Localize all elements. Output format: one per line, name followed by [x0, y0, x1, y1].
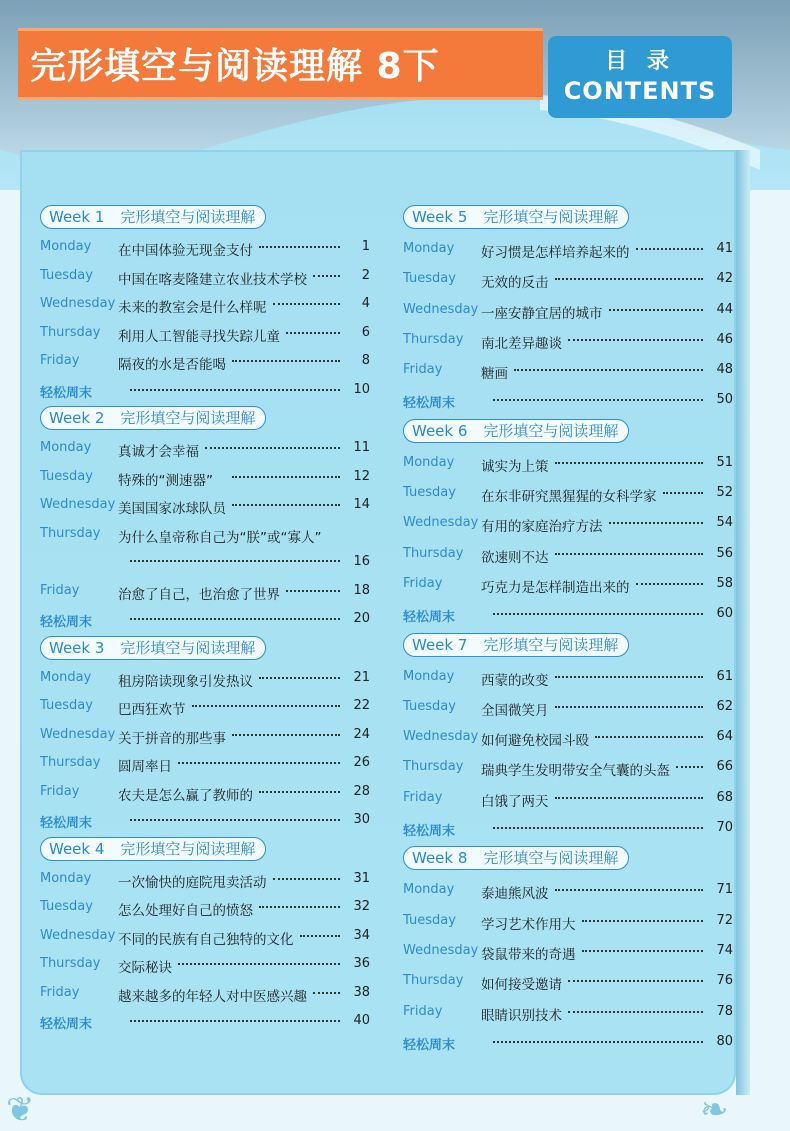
entry-day: Monday [403, 454, 455, 470]
entry-page-number: 1 [361, 239, 370, 254]
dotted-leader [555, 706, 704, 708]
toc-entry[interactable] [403, 784, 733, 814]
toc-entry[interactable] [403, 600, 733, 630]
dotted-leader [286, 590, 340, 592]
dotted-leader [232, 360, 340, 362]
entry-page-number: 21 [353, 669, 370, 685]
entry-page-number: 14 [353, 497, 370, 512]
entry-topic: 学习艺术作用大 [481, 916, 576, 933]
entry-day: Thursday [40, 324, 101, 340]
swirl-left-icon: ❦ [6, 1090, 35, 1130]
entry-day: Wednesday [403, 515, 479, 531]
entry-day: Friday [403, 1003, 443, 1019]
entry-page-number: 60 [716, 606, 733, 622]
toc-entry[interactable] [40, 233, 370, 262]
toc-entry[interactable] [403, 876, 733, 906]
week-number: Week 6 [412, 421, 468, 440]
week-header[interactable] [403, 846, 629, 870]
entry-topic: 全国微笑月 [481, 702, 549, 719]
toc-entry[interactable] [403, 753, 733, 783]
entry-page-number: 31 [353, 870, 370, 886]
toc-entry[interactable] [403, 907, 733, 937]
week-theme: 完形填空与阅读理解 [483, 635, 619, 654]
entry-topic: 不同的民族有自己独特的文化 [118, 931, 294, 948]
entry-page-number: 76 [716, 973, 733, 989]
toc-entry[interactable] [403, 663, 733, 693]
toc-entry[interactable] [403, 356, 733, 386]
week-theme: 完形填空与阅读理解 [120, 409, 256, 427]
week-header-row [403, 633, 733, 663]
entry-topic: 如何避免校园斗殴 [481, 733, 589, 750]
week-number: Week 2 [49, 409, 105, 427]
entry-page-number: 32 [353, 899, 370, 914]
entry-topic: 特殊的“测速器” [118, 472, 213, 489]
entry-day: Wednesday [40, 726, 116, 742]
week-number: Week 8 [412, 849, 468, 868]
week-header-row [40, 636, 370, 664]
entry-page-number: 44 [716, 301, 733, 317]
dotted-leader [130, 1020, 340, 1022]
week-block [403, 205, 733, 417]
dotted-leader [514, 369, 703, 371]
entry-day: 轻松周末 [40, 1017, 93, 1032]
toc-entry[interactable] [403, 723, 733, 753]
week-header[interactable] [403, 633, 629, 657]
toc-entry[interactable] [403, 235, 733, 265]
week-block [40, 636, 370, 835]
dotted-leader [178, 762, 340, 764]
entry-day: Wednesday [403, 729, 479, 745]
toc-entry[interactable] [40, 721, 370, 750]
entry-day: Wednesday [40, 296, 116, 311]
toc-entry[interactable] [403, 479, 733, 509]
toc-entry[interactable] [40, 1007, 370, 1036]
week-header-row [40, 406, 370, 434]
toc-entry[interactable] [403, 967, 733, 997]
toc-entry[interactable] [403, 386, 733, 416]
contents-en-label: CONTENTS [563, 77, 717, 105]
dotted-leader [493, 613, 703, 615]
week-block [40, 406, 370, 634]
toc-entry[interactable] [40, 605, 370, 634]
dotted-leader [232, 476, 340, 478]
entry-day: Friday [403, 362, 443, 378]
toc-entry[interactable] [40, 520, 370, 577]
entry-day: Tuesday [403, 698, 456, 714]
entry-day: Wednesday [40, 927, 116, 943]
entry-topic: 袋鼠带来的奇遇 [481, 946, 576, 963]
entry-page-number: 62 [716, 698, 733, 714]
toc-entry[interactable] [40, 979, 370, 1008]
entry-page-number: 46 [716, 331, 733, 347]
dotted-leader [636, 248, 704, 250]
toc-entry[interactable] [40, 922, 370, 951]
week-block [403, 419, 733, 631]
entry-topic: 南北差异趣谈 [481, 335, 562, 352]
entry-topic: 中国在喀麦隆建立农业技术学校 [118, 271, 307, 288]
entry-day: Monday [403, 668, 455, 684]
entry-topic: 利用人工智能寻找失踪儿童 [118, 328, 280, 345]
dotted-leader [130, 819, 340, 821]
entry-topic: 瑞典学生发明带安全气囊的头盔 [481, 763, 670, 780]
week-block [40, 837, 370, 1036]
entry-page-number: 61 [716, 668, 733, 684]
entry-page-number: 11 [353, 440, 370, 455]
contents-cn-label: 目 录 [605, 49, 675, 74]
entry-page-number: 66 [716, 759, 733, 775]
dotted-leader [493, 1041, 703, 1043]
entry-page-number: 28 [353, 783, 370, 799]
book-title-banner [18, 28, 543, 100]
panel-edge-shadow [736, 150, 750, 1095]
dotted-leader [582, 920, 704, 922]
entry-day: Wednesday [403, 942, 479, 958]
contents-column-left [40, 205, 370, 1038]
week-number: Week 3 [49, 638, 105, 657]
week-block [40, 205, 370, 404]
entry-page-number: 58 [716, 575, 733, 591]
toc-entry[interactable] [40, 778, 370, 807]
toc-entry[interactable] [40, 290, 370, 319]
dotted-leader [493, 399, 703, 401]
entry-page-number: 70 [716, 820, 733, 836]
dotted-leader [313, 275, 340, 277]
entry-topic: 欲速则不达 [481, 549, 549, 566]
dotted-leader [259, 677, 340, 679]
dotted-leader [568, 339, 703, 341]
entry-topic: 关于拼音的那些事 [118, 730, 226, 747]
dotted-leader [130, 389, 340, 391]
entry-topic: 好习惯是怎样培养起来的 [481, 245, 630, 261]
entry-topic: 无效的反击 [481, 275, 549, 292]
dotted-leader [568, 1011, 703, 1013]
entry-topic: 巴西狂欢节 [118, 702, 186, 718]
entry-topic: 眼睛识别技术 [481, 1007, 562, 1024]
entry-day: Monday [403, 882, 455, 898]
toc-entry[interactable] [40, 491, 370, 520]
entry-topic: 为什么皇帝称自己为“朕”或“寡人” [118, 529, 322, 546]
entry-day: Tuesday [40, 698, 93, 713]
toc-entry[interactable] [40, 262, 370, 291]
entry-page-number: 24 [353, 726, 370, 742]
dotted-leader [609, 522, 704, 524]
week-header-row [40, 837, 370, 865]
dotted-leader [582, 950, 704, 952]
week-number: Week 5 [412, 208, 468, 226]
entry-page-number: 48 [716, 362, 733, 378]
entry-page-number: 2 [361, 267, 370, 283]
week-theme: 完形填空与阅读理解 [120, 839, 256, 858]
entry-page-number: 80 [716, 1033, 733, 1049]
week-theme: 完形填空与阅读理解 [483, 208, 619, 226]
entry-page-number: 51 [716, 454, 733, 470]
toc-entry[interactable] [40, 463, 370, 492]
week-header-row [403, 846, 733, 876]
entry-day: Tuesday [40, 468, 93, 484]
toc-entry[interactable] [40, 577, 370, 606]
dotted-leader [273, 878, 341, 880]
week-header[interactable] [40, 636, 266, 660]
entry-page-number: 54 [716, 515, 733, 531]
entry-page-number: 6 [361, 324, 370, 340]
week-header[interactable] [40, 406, 266, 430]
entry-page-number: 4 [361, 296, 370, 311]
contents-label-box [548, 36, 732, 118]
entry-day: Monday [40, 870, 92, 886]
entry-page-number: 52 [716, 485, 733, 501]
entry-day: Friday [40, 984, 80, 1000]
entry-day: 轻松周末 [403, 824, 456, 840]
entry-day: Friday [40, 353, 80, 368]
toc-entry[interactable] [403, 265, 733, 295]
week-header-row [403, 419, 733, 449]
dotted-leader [555, 553, 704, 555]
entry-day: Tuesday [40, 899, 93, 914]
entry-topic: 泰迪熊风波 [481, 886, 549, 903]
entry-page-number: 50 [716, 392, 733, 408]
entry-day: Monday [403, 241, 455, 256]
entry-page-number: 26 [353, 755, 370, 770]
entry-day: 轻松周末 [40, 816, 93, 831]
toc-entry[interactable] [40, 950, 370, 979]
toc-entry[interactable] [403, 937, 733, 967]
entry-day: Tuesday [403, 912, 456, 928]
contents-column-right [403, 205, 733, 1060]
entry-day: Thursday [40, 755, 101, 770]
entry-day: Thursday [403, 759, 464, 775]
dotted-leader [568, 980, 703, 982]
week-block [403, 633, 733, 845]
dotted-leader [555, 797, 704, 799]
entry-day: Monday [40, 239, 92, 254]
entry-page-number: 68 [716, 789, 733, 805]
entry-topic: 越来越多的年轻人对中医感兴趣 [118, 988, 307, 1005]
dotted-leader [555, 676, 704, 678]
swirl-right-icon: ❧ [700, 1090, 729, 1130]
entry-page-number: 41 [716, 241, 733, 256]
dotted-leader [609, 309, 704, 311]
week-number: Week 1 [49, 208, 105, 226]
toc-entry[interactable] [403, 1028, 733, 1058]
entry-topic: 诚实为上策 [481, 458, 549, 475]
book-title: 完形填空与阅读理解 8下 [30, 46, 440, 87]
entry-day: Monday [40, 440, 92, 455]
dotted-leader [205, 447, 340, 449]
entry-day: 轻松周末 [40, 385, 93, 401]
dotted-leader [286, 332, 340, 334]
entry-day: Friday [40, 582, 80, 598]
dotted-leader [192, 705, 341, 707]
toc-entry[interactable] [403, 449, 733, 479]
entry-page-number: 30 [353, 812, 370, 827]
entry-page-number: 20 [353, 611, 370, 626]
week-header[interactable] [403, 205, 629, 229]
entry-topic: 如何接受邀请 [481, 977, 562, 994]
week-header-row [403, 205, 733, 235]
dotted-leader [595, 736, 703, 738]
dotted-leader [676, 766, 703, 768]
entry-topic: 交际秘诀 [118, 960, 172, 976]
week-theme: 完形填空与阅读理解 [483, 849, 619, 868]
entry-day: Wednesday [40, 497, 116, 512]
entry-day: Tuesday [403, 271, 456, 287]
week-theme: 完形填空与阅读理解 [483, 421, 619, 440]
entry-page-number: 18 [353, 582, 370, 598]
entry-day: 轻松周末 [403, 396, 456, 412]
week-theme: 完形填空与阅读理解 [120, 208, 256, 226]
toc-entry[interactable] [40, 692, 370, 721]
entry-page-number: 12 [353, 468, 370, 484]
entry-page-number: 78 [716, 1003, 733, 1019]
toc-entry[interactable] [40, 664, 370, 693]
entry-topic: 巧克力是怎样制造出来的 [481, 579, 630, 596]
entry-page-number: 38 [353, 984, 370, 1000]
week-number: Week 4 [49, 839, 105, 858]
dotted-leader [273, 303, 341, 305]
entry-topic: 美国国家冰球队员 [118, 501, 226, 517]
entry-page-number: 34 [353, 927, 370, 943]
entry-day: Friday [40, 783, 80, 799]
dotted-leader [663, 492, 704, 494]
entry-topic: 一座安静宜居的城市 [481, 305, 603, 322]
entry-day: 轻松周末 [403, 610, 456, 626]
entry-topic: 有用的家庭治疗方法 [481, 519, 603, 536]
dotted-leader [259, 246, 340, 248]
entry-day: Friday [403, 789, 443, 805]
entry-topic: 圆周率日 [118, 759, 172, 775]
entry-topic: 农夫是怎么赢了教师的 [118, 787, 253, 804]
entry-page-number: 40 [353, 1013, 370, 1028]
entry-topic: 真诚才会幸福 [118, 444, 199, 460]
dotted-leader [232, 504, 340, 506]
entry-page-number: 71 [716, 882, 733, 898]
entry-day: Tuesday [40, 267, 93, 283]
week-header-row [40, 205, 370, 233]
toc-entry[interactable] [40, 434, 370, 463]
dotted-leader [130, 618, 340, 620]
dotted-leader [313, 992, 340, 994]
entry-page-number: 42 [716, 271, 733, 287]
toc-entry[interactable] [40, 865, 370, 894]
entry-topic: 西蒙的改变 [481, 672, 549, 689]
entry-topic: 怎么处理好自己的愤怒 [118, 903, 253, 919]
entry-page-number: 64 [716, 729, 733, 745]
week-theme: 完形填空与阅读理解 [120, 638, 256, 657]
toc-entry[interactable] [40, 347, 370, 376]
entry-day: Friday [403, 575, 443, 591]
toc-entry[interactable] [403, 570, 733, 600]
entry-page-number: 22 [353, 698, 370, 713]
dotted-leader [555, 889, 704, 891]
entry-day: Monday [40, 669, 92, 685]
toc-entry[interactable] [403, 814, 733, 844]
toc-entry[interactable] [403, 540, 733, 570]
entry-page-number: 56 [716, 545, 733, 561]
toc-entry[interactable] [40, 893, 370, 922]
toc-entry[interactable] [403, 326, 733, 356]
entry-topic: 在中国体验无现金支付 [118, 243, 253, 259]
dotted-leader [232, 734, 340, 736]
dotted-leader [259, 906, 340, 908]
toc-entry[interactable] [40, 376, 370, 405]
entry-page-number: 36 [353, 956, 370, 971]
entry-day: Tuesday [403, 485, 456, 501]
entry-day: Thursday [40, 525, 101, 541]
entry-topic: 未来的教室会是什么样呢 [118, 300, 267, 316]
dotted-leader [130, 560, 340, 562]
dotted-leader [493, 827, 703, 829]
entry-page-number: 8 [361, 353, 370, 368]
entry-topic: 隔夜的水是否能喝 [118, 357, 226, 373]
entry-topic: 租房陪读现象引发热议 [118, 673, 253, 690]
entry-day: Thursday [403, 331, 464, 347]
toc-entry[interactable] [403, 296, 733, 326]
toc-entry[interactable] [403, 509, 733, 539]
entry-day: Thursday [403, 545, 464, 561]
toc-entry[interactable] [403, 693, 733, 723]
entry-page-number: 16 [353, 553, 370, 569]
week-number: Week 7 [412, 635, 468, 654]
toc-entry[interactable] [403, 998, 733, 1028]
dotted-leader [636, 583, 704, 585]
entry-topic: 治愈了自己，也治愈了世界 [118, 586, 280, 603]
week-header[interactable] [40, 205, 266, 229]
entry-page-number: 72 [716, 912, 733, 928]
entry-page-number: 74 [716, 942, 733, 958]
entry-day: Wednesday [403, 301, 479, 317]
dotted-leader [555, 278, 704, 280]
entry-page-number: 10 [353, 381, 370, 397]
entry-day: Thursday [40, 956, 101, 971]
entry-topic: 白饿了两天 [481, 793, 549, 810]
toc-entry[interactable] [40, 806, 370, 835]
toc-entry[interactable] [40, 319, 370, 348]
week-header[interactable] [40, 837, 266, 861]
entry-day: 轻松周末 [403, 1037, 456, 1053]
dotted-leader [259, 791, 340, 793]
week-header[interactable] [403, 419, 629, 443]
week-block [403, 846, 733, 1058]
entry-day: Thursday [403, 973, 464, 989]
entry-topic: 糖画 [481, 366, 508, 383]
dotted-leader [555, 462, 704, 464]
entry-topic: 一次愉快的庭院甩卖活动 [118, 874, 267, 891]
dotted-leader [178, 963, 340, 965]
entry-topic: 在东非研究黑猩猩的女科学家 [481, 489, 657, 506]
entry-day: 轻松周末 [40, 615, 93, 630]
dotted-leader [300, 935, 341, 937]
toc-entry[interactable] [40, 749, 370, 778]
